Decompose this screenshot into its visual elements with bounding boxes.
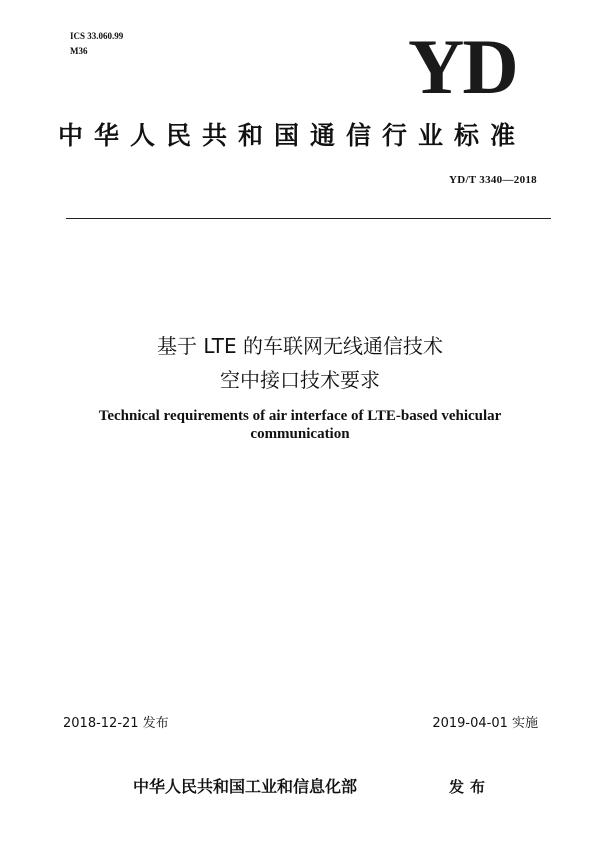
publish-label: 发布: [449, 778, 492, 796]
publisher: 中华人民共和国工业和信息化部: [133, 777, 358, 796]
title-cn-line2: 空中接口技术要求: [220, 368, 380, 392]
header-divider: [66, 218, 551, 219]
implementation-date: 2019-04-01 实施: [432, 716, 538, 731]
issue-date: 2018-12-21 发布: [63, 716, 169, 731]
yd-logo: YD: [408, 23, 517, 110]
classification-code: M36: [70, 46, 88, 56]
standard-number: YD/T 3340—2018: [448, 174, 537, 186]
title-cn-line1: 基于 LTE 的车联网无线通信技术: [157, 334, 443, 358]
standard-name: 中华人民共和国通信行业标准: [58, 121, 527, 150]
ics-code: ICS 33.060.99: [70, 31, 124, 41]
title-en: Technical requirements of air interface of LTE-based vehicular communication: [98, 408, 502, 442]
